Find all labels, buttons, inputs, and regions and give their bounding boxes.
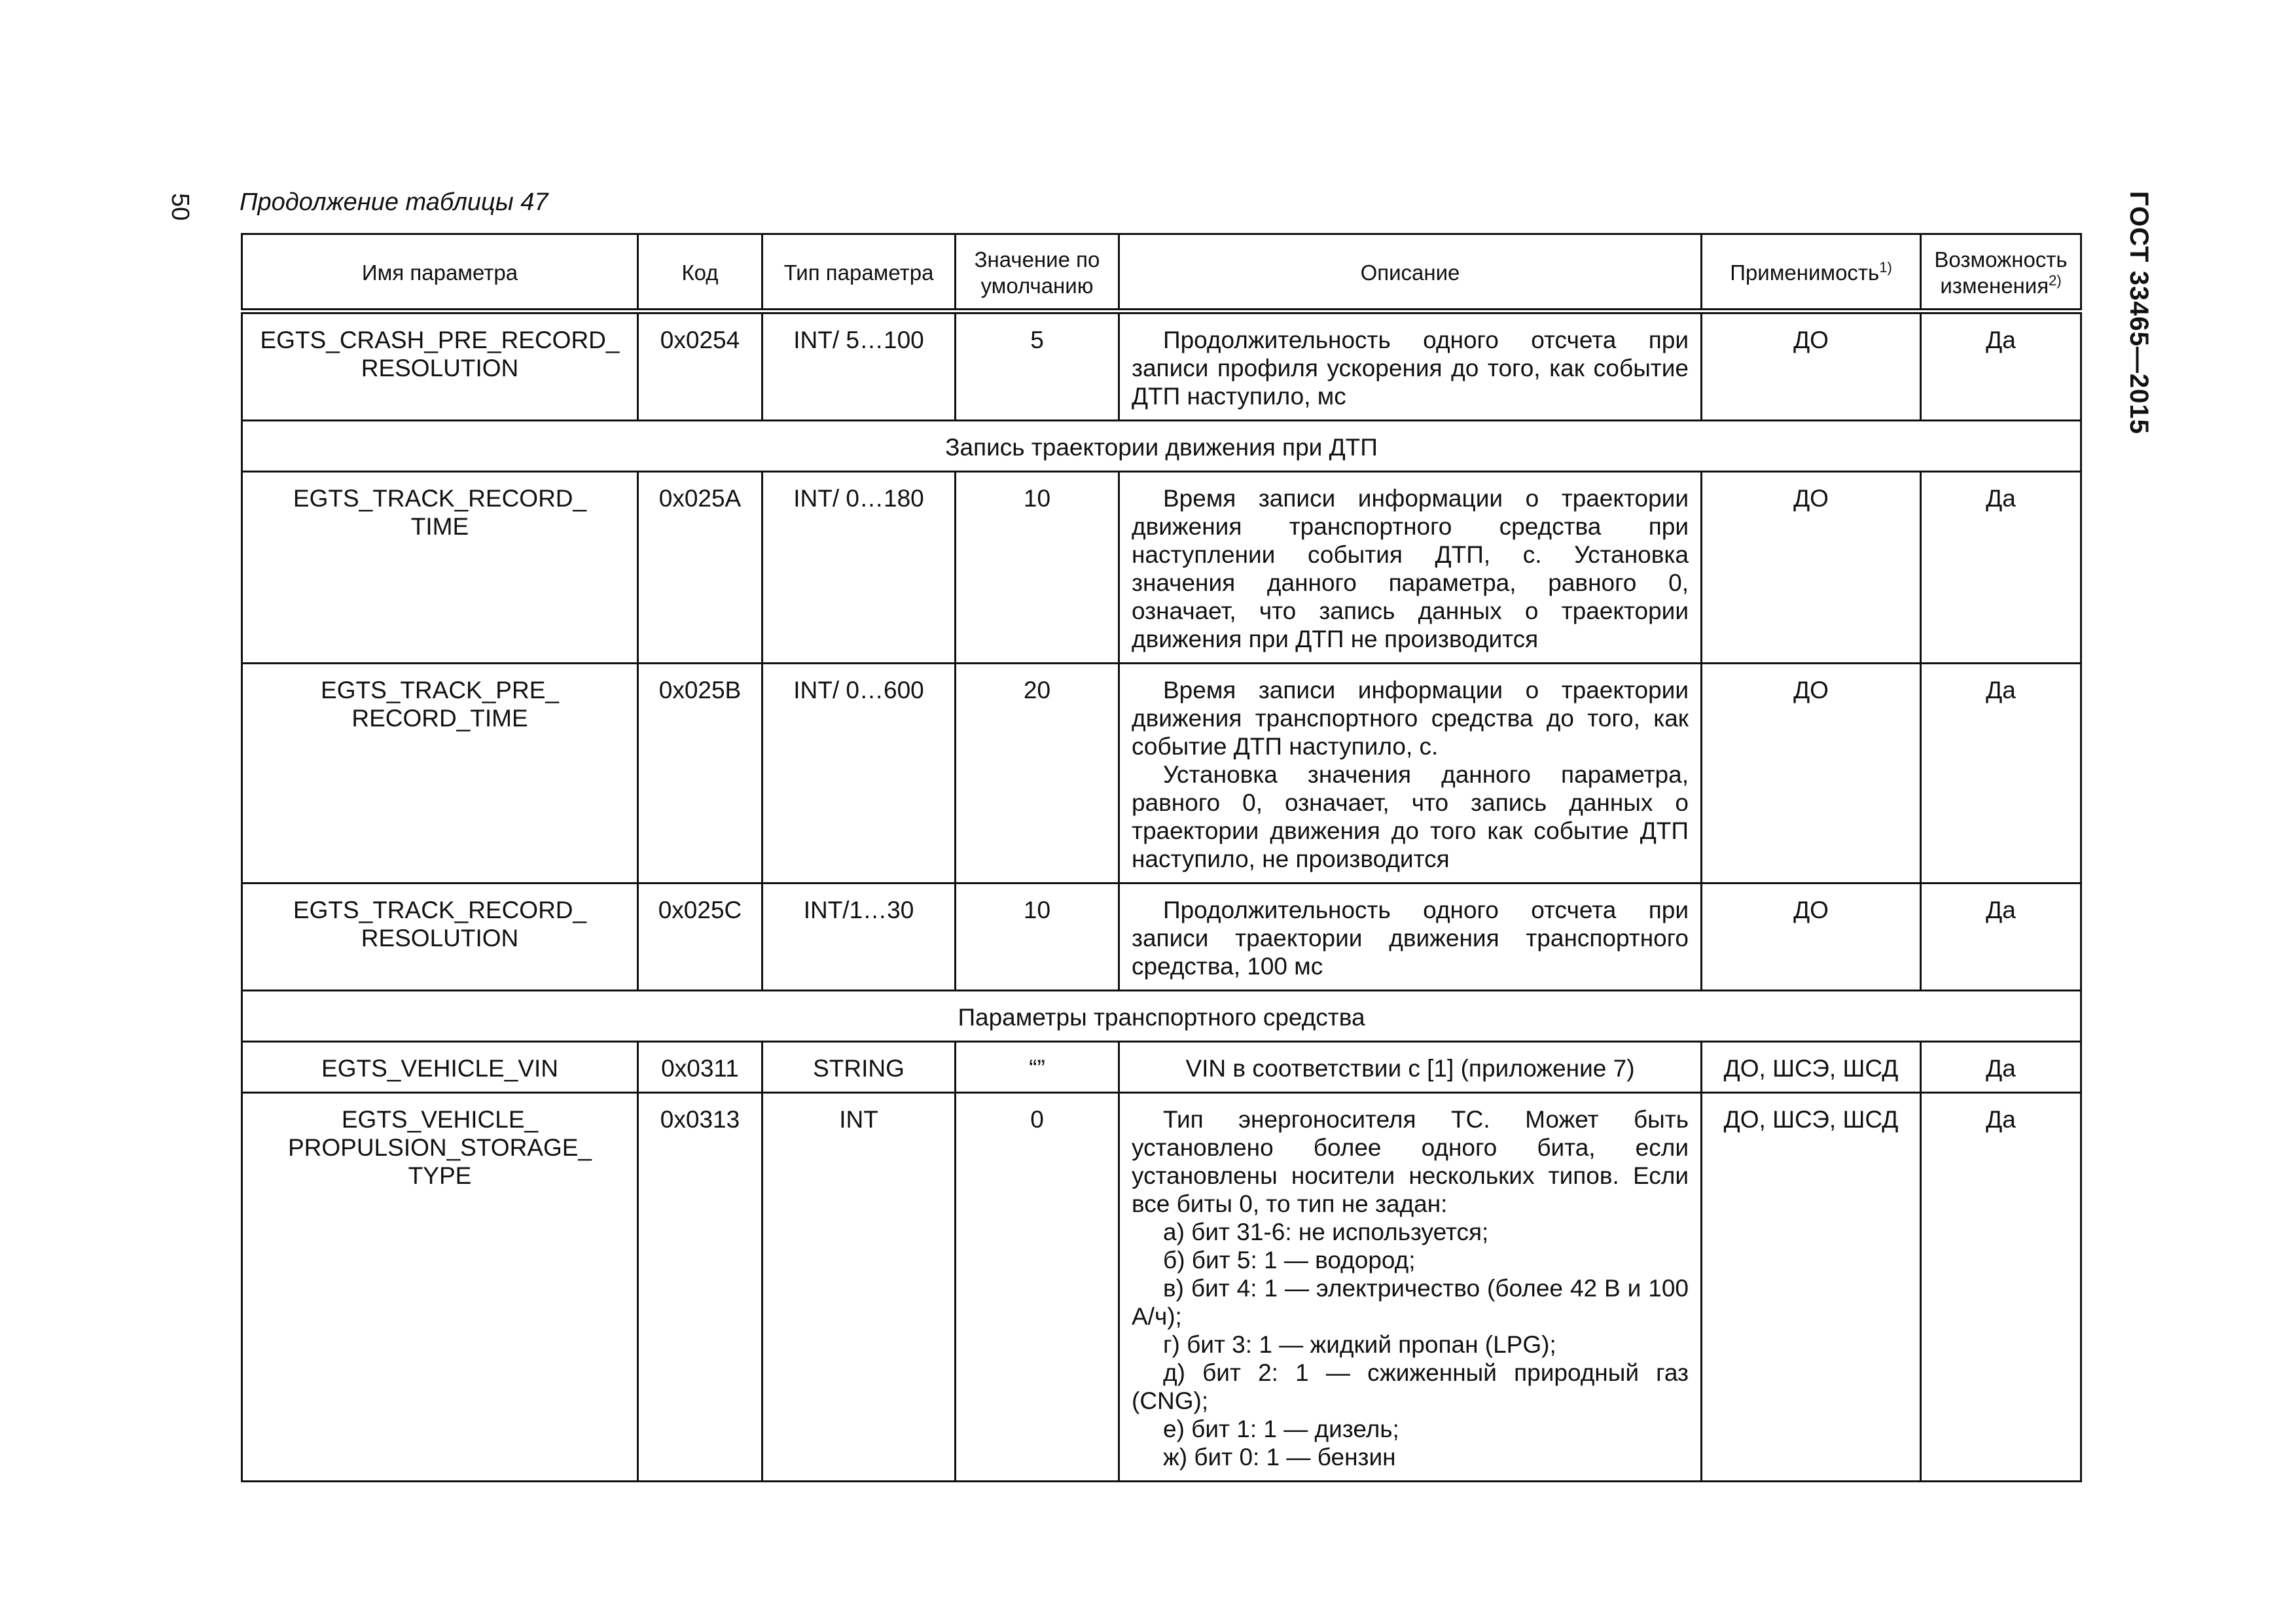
param-code: 0x0313	[638, 1093, 762, 1482]
param-changeable: Да	[1921, 664, 2081, 883]
param-name-line: TYPE	[408, 1162, 472, 1189]
table-row	[242, 883, 2081, 991]
description-paragraph: Время записи информации о траектории движения транспортного средства до того, как событие ДТП наступило, с.	[1132, 677, 1689, 760]
param-changeable: Да	[1921, 883, 2081, 991]
param-default: 5	[956, 312, 1119, 421]
header-changeable	[1921, 234, 2081, 312]
param-description	[1119, 472, 1702, 664]
param-applicability: ДО, ШСЭ, ШСД	[1702, 1093, 1921, 1482]
param-code: 0x025B	[638, 664, 762, 883]
param-name-line: RESOLUTION	[361, 925, 519, 952]
param-applicability: ДО, ШСЭ, ШСД	[1702, 1042, 1921, 1093]
param-name	[242, 1093, 638, 1482]
header-name: Имя параметра	[242, 234, 638, 312]
header-default: Значение по умолчанию	[956, 234, 1119, 312]
param-code: 0x0311	[638, 1042, 762, 1093]
standard-title: ГОСТ 33465—2015	[2125, 191, 2153, 435]
page-number: 50	[166, 193, 194, 221]
param-code: 0x025C	[638, 883, 762, 991]
param-name	[242, 664, 638, 883]
param-name-line: RESOLUTION	[361, 355, 519, 382]
param-type: INT/1…30	[762, 883, 956, 991]
table-row	[242, 664, 2081, 883]
param-description	[1119, 312, 1702, 421]
parameters-table	[241, 233, 2082, 1482]
footnote-ref-2: 2)	[2049, 272, 2062, 289]
param-name-line: EGTS_VEHICLE_	[341, 1106, 539, 1133]
description-paragraph: Продолжительность одного отсчета при записи профиля ускорения до того, как событие ДТП наступило, мс	[1132, 327, 1689, 410]
description-paragraph: Установка значения данного параметра, равного 0, означает, что запись данных о траектории движения до того как событие ДТП наступило, не производится	[1132, 761, 1689, 872]
param-name-line: EGTS_TRACK_RECORD_	[293, 897, 587, 923]
param-applicability: ДО	[1702, 312, 1921, 421]
param-name-line: PROPULSION_STORAGE_	[287, 1134, 592, 1161]
param-name	[242, 1042, 638, 1093]
description-list-item: в) бит 4: 1 — электричество (более 42 В и 100 А/ч);	[1132, 1275, 1689, 1330]
table-row	[242, 312, 2081, 421]
param-name-line: TIME	[410, 513, 469, 540]
description-list-item: д) бит 2: 1 — сжиженный природный газ (CNG);	[1132, 1359, 1689, 1414]
param-name-line: RECORD_TIME	[351, 705, 528, 732]
param-default: 20	[956, 664, 1119, 883]
table-row	[242, 1042, 2081, 1093]
param-name-line: EGTS_TRACK_RECORD_	[293, 485, 587, 512]
param-description	[1119, 883, 1702, 991]
header-applicability-label: Применимость	[1730, 260, 1880, 285]
param-type: INT/ 0…180	[762, 472, 956, 664]
table-caption: Продолжение таблицы 47	[240, 188, 548, 216]
description-list-item: е) бит 1: 1 — дизель;	[1163, 1416, 1399, 1442]
param-type: INT/ 0…600	[762, 664, 956, 883]
param-description: VIN в соответствии с [1] (приложение 7)	[1119, 1042, 1702, 1093]
description-list-item: б) бит 5: 1 — водород;	[1163, 1247, 1416, 1274]
section-row	[242, 421, 2081, 472]
header-type: Тип параметра	[762, 234, 956, 312]
param-code: 0x025A	[638, 472, 762, 664]
param-default: 0	[956, 1093, 1119, 1482]
param-name	[242, 472, 638, 664]
param-type: INT/ 5…100	[762, 312, 956, 421]
param-applicability: ДО	[1702, 664, 1921, 883]
param-default: “”	[956, 1042, 1119, 1093]
description-paragraph: Продолжительность одного отсчета при записи траектории движения транспортного средства, 100 мс	[1132, 897, 1689, 980]
param-code: 0x0254	[638, 312, 762, 421]
param-name	[242, 312, 638, 421]
param-default: 10	[956, 472, 1119, 664]
param-description	[1119, 1093, 1702, 1482]
param-type: INT	[762, 1093, 956, 1482]
description-paragraph: Время записи информации о траектории движения транспортного средства при наступлении события ДТП, с. Установка значения данного параметра, равного 0, означает, что запись данных о траектории движения при ДТП не производится	[1132, 485, 1689, 652]
table-header-row	[242, 234, 2081, 312]
param-changeable: Да	[1921, 472, 2081, 664]
section-title-track: Запись траектории движения при ДТП	[242, 421, 2081, 472]
description-list-item: г) бит 3: 1 — жидкий пропан (LPG);	[1163, 1331, 1556, 1358]
param-description	[1119, 664, 1702, 883]
param-name-line: EGTS_VEHICLE_VIN	[321, 1055, 558, 1082]
section-title-vehicle: Параметры транспортного средства	[242, 991, 2081, 1042]
header-description: Описание	[1119, 234, 1702, 312]
header-changeable-label: Возможность изменения	[1934, 247, 2068, 298]
footnote-ref-1: 1)	[1879, 259, 1892, 276]
param-name	[242, 883, 638, 991]
param-changeable: Да	[1921, 1042, 2081, 1093]
param-changeable: Да	[1921, 1093, 2081, 1482]
description-paragraph: Тип энергоносителя ТС. Может быть установлено более одного бита, если установлены носители нескольких типов. Если все биты 0, то тип не задан:	[1132, 1106, 1689, 1217]
description-list-item: а) бит 31-6: не используется;	[1163, 1219, 1489, 1245]
table-row	[242, 472, 2081, 664]
param-default: 10	[956, 883, 1119, 991]
param-type: STRING	[762, 1042, 956, 1093]
header-applicability	[1702, 234, 1921, 312]
param-applicability: ДО	[1702, 883, 1921, 991]
table-row	[242, 1093, 2081, 1482]
param-name-line: EGTS_CRASH_PRE_RECORD_	[260, 327, 620, 353]
param-name-line: EGTS_TRACK_PRE_	[321, 677, 559, 704]
section-row	[242, 991, 2081, 1042]
header-code: Код	[638, 234, 762, 312]
table-body	[242, 312, 2081, 1482]
description-list-item: ж) бит 0: 1 — бензин	[1163, 1444, 1396, 1471]
param-changeable: Да	[1921, 312, 2081, 421]
param-applicability: ДО	[1702, 472, 1921, 664]
